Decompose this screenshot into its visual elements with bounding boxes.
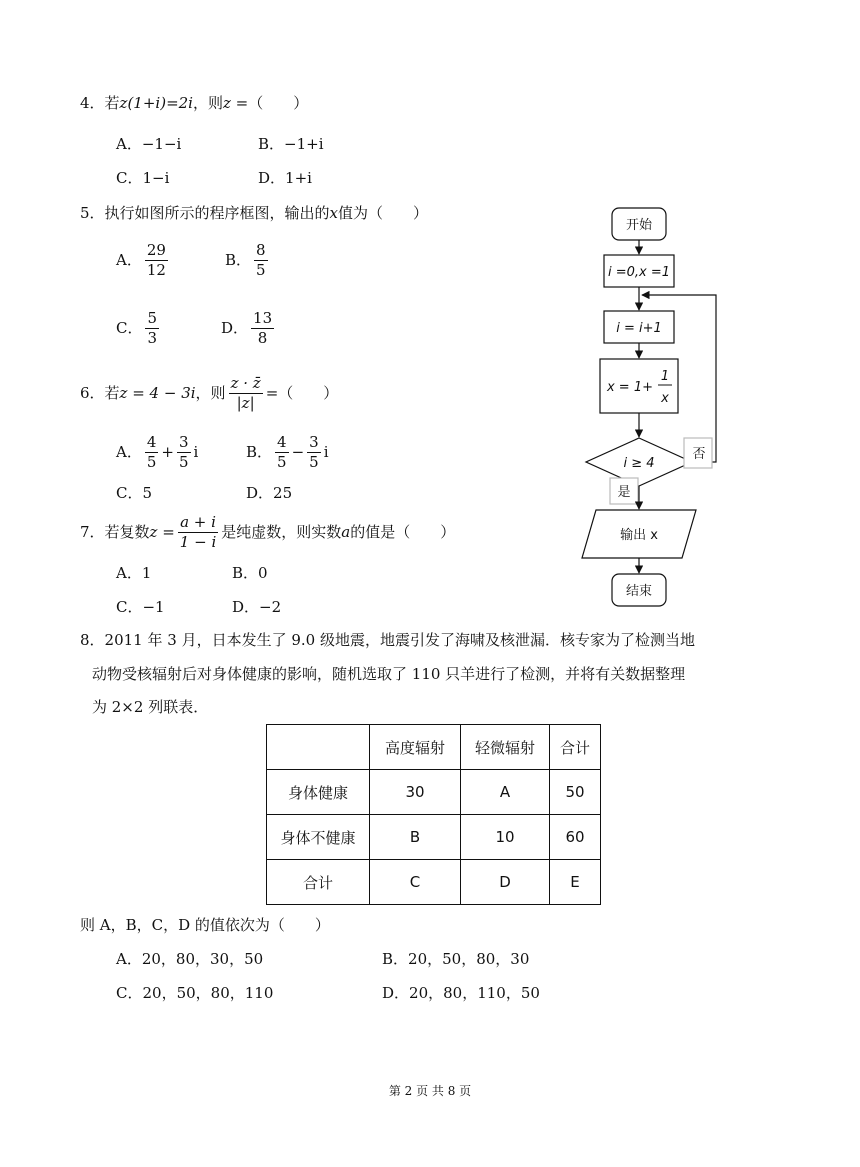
q7-option-c: C．−1 — [116, 598, 165, 616]
q8-option-a: A．20，80，30，50 — [116, 950, 264, 968]
table-cell: 60 — [550, 815, 601, 860]
flow-start-label: 开始 — [625, 218, 653, 233]
q6-option-a: A． $\frac{4}{5}$ + $\frac{3}{5}$ i — [116, 433, 199, 472]
flow-yes-label: 是 — [617, 485, 631, 500]
q7-option-a: A．1 — [116, 564, 152, 582]
q5-option-c: C． $\frac{5}{3}$ — [116, 309, 158, 348]
q4-number: 4．若 — [80, 94, 120, 112]
q5-option-b: B． $\frac{8}{5}$ — [225, 241, 266, 280]
q4-stem — [80, 96, 308, 111]
page-footer: 第 2 页 共 8 页 — [388, 1084, 472, 1098]
contingency-table — [266, 724, 601, 905]
q5-option-a: A． $\frac{29}{12}$ — [116, 241, 166, 280]
q5-var: x — [329, 204, 339, 222]
flow-assign-num: 1 — [660, 369, 670, 384]
q4-mid: ，则 — [192, 94, 223, 112]
table-cell: 高度辐射 — [370, 725, 461, 770]
q8-line-2: 动物受核辐射后对身体健康的影响，随机选取了 110 只羊进行了检测，并将有关数据整理 — [92, 665, 686, 683]
table-cell: E — [550, 860, 601, 905]
q8-option-b: B．20，50，80，30 — [382, 950, 530, 968]
table-cell: 合计 — [550, 725, 601, 770]
table-cell: 10 — [461, 815, 550, 860]
flowchart — [570, 200, 730, 620]
q8-ask: 则 A，B，C，D 的值依次为（ ） — [80, 916, 330, 934]
flow-end-label: 结束 — [625, 584, 653, 599]
table-cell: 身体不健康 — [267, 815, 370, 860]
table-cell — [267, 725, 370, 770]
q4-tail: （ ） — [248, 94, 309, 112]
flow-init-label: i =0,x =1 — [607, 265, 671, 280]
table-row — [267, 770, 601, 815]
q4-equation: z(1+i)=2i — [119, 94, 193, 112]
q6-fraction: $\frac{z \cdot z̄}{|z|}$ — [230, 374, 261, 413]
q8-option-c: C．20，50，80，110 — [116, 984, 274, 1002]
flow-assign-label: x = 1+ — [606, 380, 654, 395]
table-cell: 50 — [550, 770, 601, 815]
table-row — [267, 860, 601, 905]
q5-stem: 5．执行如图所示的程序框图，输出的x值为（ ） — [80, 204, 429, 222]
q8-line-3: 为 2×2 列联表． — [92, 698, 209, 716]
q7-option-d: D．−2 — [232, 598, 282, 616]
q6-option-c: C．5 — [116, 484, 153, 502]
flow-no-label: 否 — [692, 447, 706, 462]
q4-option-a: A．−1−i — [116, 135, 182, 153]
q4-option-c: C．1−i — [116, 169, 170, 187]
flow-increment-label: i = i+1 — [616, 321, 662, 336]
q7-fraction: $\frac{a + i}{1 - i}$ — [179, 513, 217, 552]
flow-assign-den: x — [661, 391, 669, 406]
flow-output-label: 输出 x — [620, 528, 658, 543]
q7-option-b: B．0 — [232, 564, 268, 582]
table-cell: C — [370, 860, 461, 905]
q6-stem: 6．若z = 4 − 3i，则 $\frac{z \cdot z̄}{|z|}$ =（ ） — [80, 374, 339, 413]
table-cell: B — [370, 815, 461, 860]
table-cell: D — [461, 860, 550, 905]
table-cell: 轻微辐射 — [461, 725, 550, 770]
table-header-row — [267, 725, 601, 770]
table-row — [267, 815, 601, 860]
q6-option-d: D．25 — [246, 484, 293, 502]
q4-var: z = — [223, 94, 249, 112]
table-cell: A — [461, 770, 550, 815]
table-cell: 合计 — [267, 860, 370, 905]
table-cell: 30 — [370, 770, 461, 815]
table-cell: 身体健康 — [267, 770, 370, 815]
q4-option-b: B．−1+i — [258, 135, 324, 153]
q8-line-1: 8．2011 年 3 月，日本发生了 9.0 级地震，地震引发了海啸及核泄漏．核专家为了检测当地 — [80, 631, 695, 649]
q8-option-d: D．20，80，110，50 — [382, 984, 540, 1002]
q4-option-d: D．1+i — [258, 169, 312, 187]
q6-equation: z = 4 − 3i — [119, 383, 196, 402]
flow-condition-label: i ≥ 4 — [623, 456, 655, 471]
q7-stem: 7．若复数z = $\frac{a + i}{1 - i}$ 是纯虚数，则实数a的值是（ ） — [80, 513, 456, 552]
q5-option-d: D． $\frac{13}{8}$ — [221, 309, 273, 348]
q6-option-b: B． $\frac{4}{5}$ − $\frac{3}{5}$ i — [246, 433, 329, 472]
